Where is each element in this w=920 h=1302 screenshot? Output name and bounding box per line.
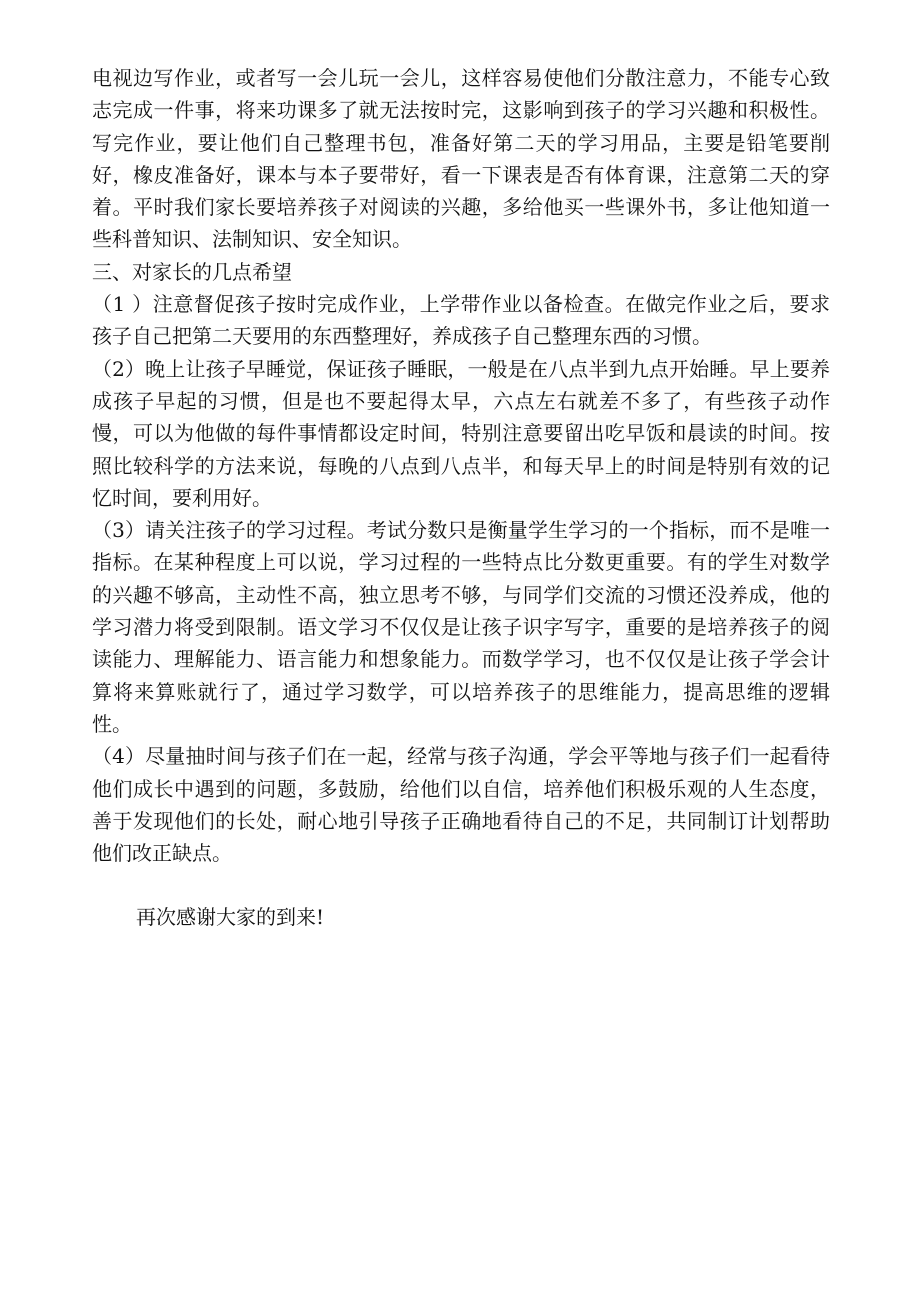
section-heading-parent-expectations: 三、对家长的几点希望	[92, 259, 292, 284]
document-body	[92, 62, 830, 934]
paragraph-item-1: （1 ）注意督促孩子按时完成作业，上学带作业以备检查。在做完作业之后，要求孩子自己把第二天要用的东西整理好，养成孩子自己整理东西的习惯。	[92, 292, 830, 349]
paragraph-item-4: （4）尽量抽时间与孩子们在一起，经常与孩子沟通，学会平等地与孩子们一起看待他们成长中遇到的问题，多鼓励，给他们以自信，培养他们积极乐观的人生态度，善于发现他们的长处，耐心地引导孩子正确地看待自己的不足，共同制订计划帮助他们改正缺点。	[92, 744, 830, 866]
paragraph-item-2: （2）晚上让孩子早睡觉，保证孩子睡眠，一般是在八点半到九点开始睡。早上要养成孩子早起的习惯，但是也不要起得太早，六点左右就差不多了，有些孩子动作慢，可以为他做的每件事情都设定时间，特别注意要留出吃早饭和晨读的时间。按照比较科学的方法来说，每晚的八点到八点半，和每天早上的时间是特别有效的记忆时间，要利用好。	[92, 356, 830, 510]
closing-thanks: 再次感谢大家的到来!	[136, 905, 325, 930]
paragraph-homework-habits: 电视边写作业，或者写一会儿玩一会儿，这样容易使他们分散注意力，不能专心致志完成一件事，将来功课多了就无法按时完，这影响到孩子的学习兴趣和积极性。写完作业，要让他们自己整理书包，准备好第二天的学习用品，主要是铅笔要削好，橡皮准备好，课本与本子要带好，看一下课表是否有体育课，注意第二天的穿着。平时我们家长要培养孩子对阅读的兴趣，多给他买一些课外书，多让他知道一些科普知识、法制知识、安全知识。	[92, 66, 830, 252]
paragraph-item-3: （3）请关注孩子的学习过程。考试分数只是衡量学生学习的一个指标，而不是唯一指标。在某种程度上可以说，学习过程的一些特点比分数更重要。有的学生对数学的兴趣不够高，主动性不高，独立思考不够，与同学们交流的习惯还没养成，他的学习潜力将受到限制。语文学习不仅仅是让孩子识字写字，重要的是培养孩子的阅读能力、理解能力、语言能力和想象能力。而数学学习，也不仅仅是让孩子学会计算将来算账就行了，通过学习数学，可以培养孩子的思维能力，提高思维的逻辑性。	[92, 518, 830, 736]
